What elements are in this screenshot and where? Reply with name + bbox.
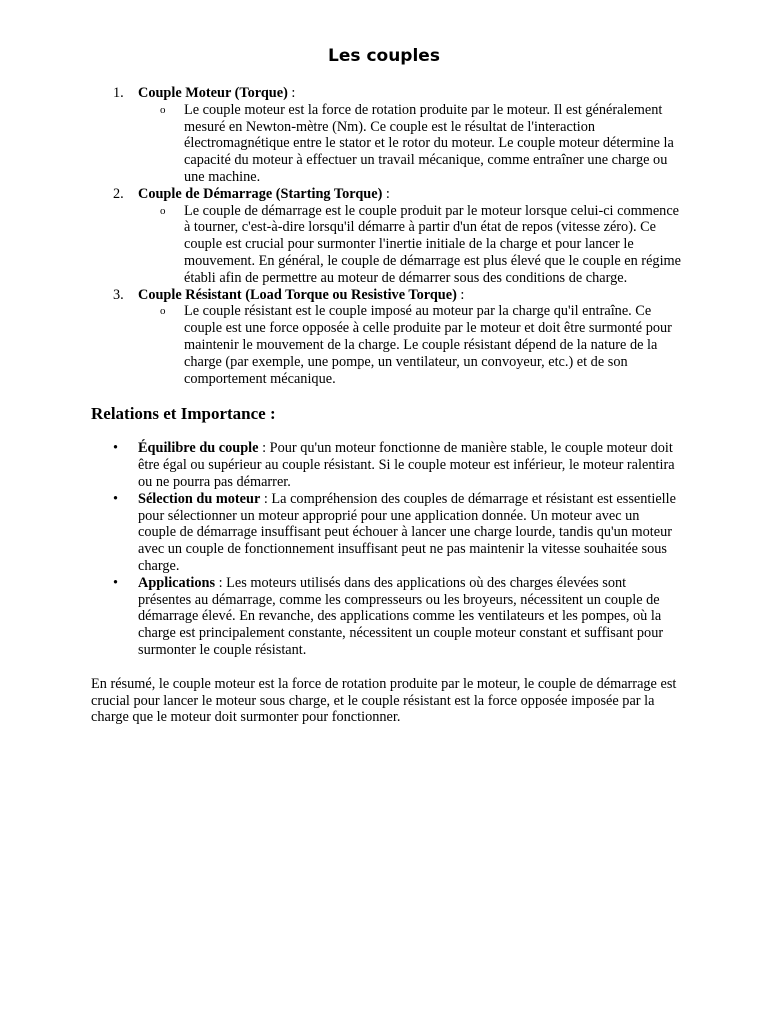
sub-item-text: Le couple résistant est le couple imposé au moteur par la charge qu'il entraîne. Ce couple est une force opposée à celle produite par le moteur et doit être surmonté pour maintenir le mouvement de la charge. Le couple résistant dépend de la nature de la charge (par exemple, une pompe, un ventilateur, un convoyeur, etc.) et de son comportement mécanique. [184,303,672,387]
bullet-marker: • [113,440,119,457]
sub-list [138,203,681,287]
item-heading-text: Couple de Démarrage (Starting Torque) [138,185,383,202]
bullet-heading: Applications [138,574,216,591]
bullet-text: : La compréhension des couples de démarrage et résistant est essentielle pour sélectionner un moteur approprié pour une application donnée. Un moteur avec un couple de démarrage insuffisant peut échouer à lancer une charge lourde, tandis qu'un moteur avec un couple de fonctionnement insuffisant peut ne pas maintenir la vitesse souhaitée sous charge. [138,490,676,574]
list-number: 1. [113,85,124,101]
item-heading-text: Couple Moteur (Torque) [138,85,288,101]
list-item [91,186,681,287]
bullet-text: : Les moteurs utilisés dans des applications où des charges élevées sont présentes au démarrage, comme les compresseurs ou les broyeurs, nécessitent un couple de démarrage élevé. En revanche, des applications comme les ventilateurs et les pompes, où la charge est principalement constante, nécessitent un couple moteur constant et suffisant pour surmonter le couple résistant. [138,574,664,658]
item-heading-separator: : [456,286,465,303]
sub-list [138,303,681,387]
list-number: 2. [113,185,124,202]
bullet-heading: Équilibre du couple [138,440,259,457]
section-heading: Relations et Importance : [91,404,276,424]
list-item [91,85,681,186]
bullet-text: : Pour qu'un moteur fonctionne de manière stable, le couple moteur doit être égal ou supérieur au couple résistant. Si le couple moteur est inférieur, le moteur ralentira ou ne pourra pas démarrer. [138,440,675,490]
item-heading-text: Couple Résistant (Load Torque ou Resistive Torque) [138,286,457,303]
sub-list-item [138,303,681,387]
document-body [91,85,681,726]
sub-bullet-marker: o [160,305,166,318]
sub-item-text: Le couple de démarrage est le couple produit par le moteur lorsque celui-ci commence à tourner, c'est-à-dire lorsqu'il démarre à partir d'un état de repos (vitesse zéro). Ce couple est crucial pour surmonter l'inertie initiale de la charge et pour lancer le mouvement. En général, le couple de démarrage est plus élevé que le couple en régime établi afin de permettre au moteur de démarrer sous des conditions de charge. [184,202,682,286]
item-heading-separator: : [287,85,296,101]
bullet-item [91,440,681,490]
bullet-heading: Sélection du moteur [138,490,261,507]
list-number: 3. [113,286,124,303]
bullet-marker: • [113,574,119,591]
list-item-heading [138,287,681,304]
bullet-item [91,575,681,659]
sub-bullet-marker: o [160,204,166,217]
summary-paragraph: En résumé, le couple moteur est la force de rotation produite par le moteur, le couple de démarrage est crucial pour lancer le moteur sous charge, et le couple résistant est la force opposée imposée par la charge que le moteur doit surmonter pour fonctionner. [91,675,677,726]
sub-bullet-marker: o [160,103,166,116]
bullet-marker: • [113,490,119,507]
item-heading-separator: : [382,185,390,202]
sub-list-item [138,102,681,186]
sub-item-text: Le couple moteur est la force de rotation produite par le moteur. Il est généralement mesuré en Newton-mètre (Nm). Ce couple est le résultat de l'interaction électromagnétique entre le stator et le rotor du moteur. Le couple moteur détermine la capacité du moteur à effectuer un travail mécanique, comme entraîner une charge ou une machine. [184,101,674,185]
list-item [91,287,681,388]
list-item-heading [138,85,681,102]
sub-list-item [138,203,681,287]
sub-list [138,102,681,186]
document-title: Les couples [328,46,440,66]
torque-types-list [91,85,681,387]
relations-bullet-list [91,440,681,658]
bullet-item [91,491,681,575]
list-item-heading [138,186,681,203]
